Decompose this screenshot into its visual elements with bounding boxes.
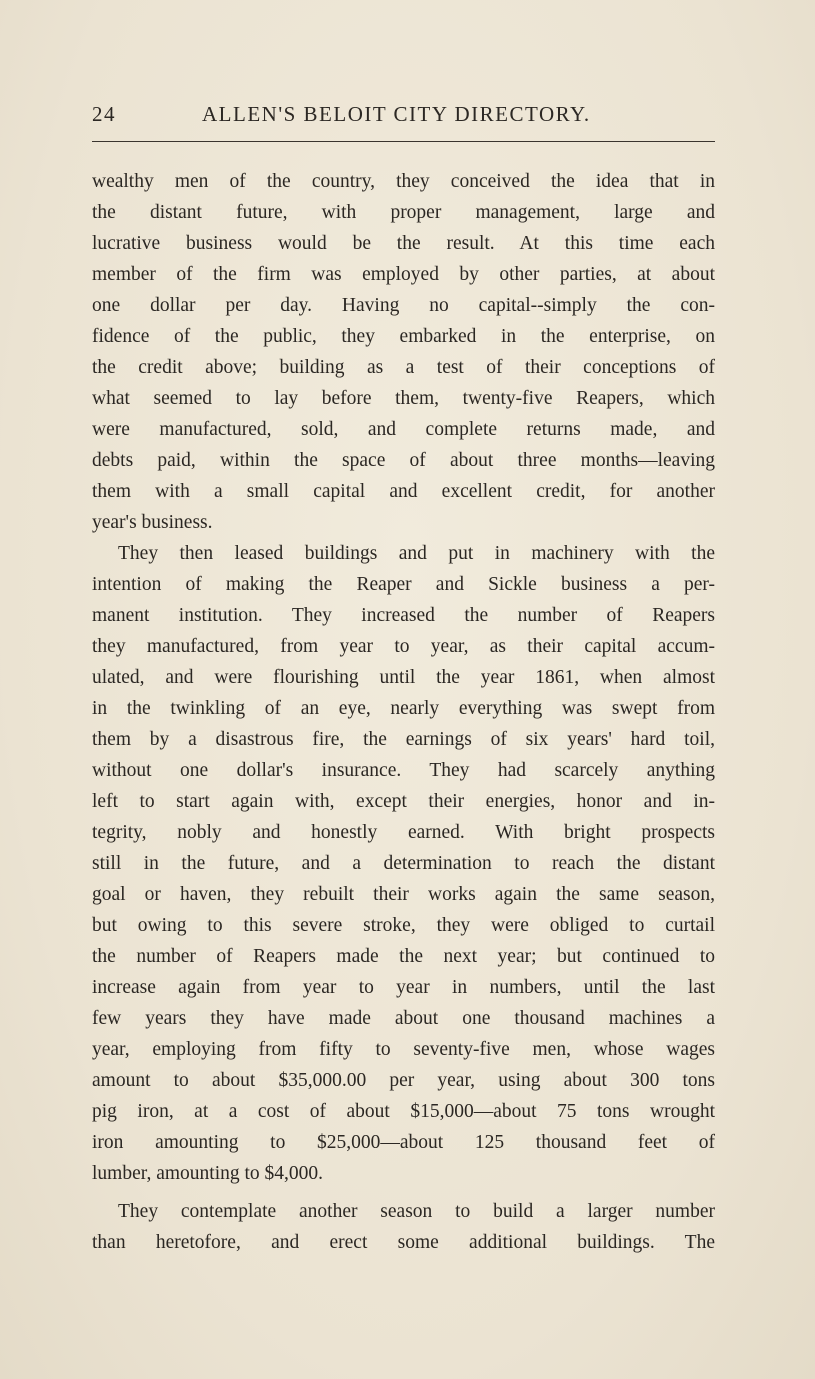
text-line: the number of Reapers made the next year; but continued to bbox=[92, 946, 715, 967]
text-line: They contemplate another season to build a larger number bbox=[118, 1201, 715, 1222]
text-line: debts paid, within the space of about three months—leaving bbox=[92, 450, 715, 471]
header-rule bbox=[92, 141, 715, 142]
text-line: ulated, and were flourishing until the year 1861, when almost bbox=[92, 667, 715, 688]
text-line: still in the future, and a determination to reach the distant bbox=[92, 853, 715, 874]
text-line: amount to about $35,000.00 per year, using about 300 tons bbox=[92, 1070, 715, 1091]
text-line: intention of making the Reaper and Sickle business a per- bbox=[92, 574, 715, 595]
text-line: fidence of the public, they embarked in the enterprise, on bbox=[92, 326, 715, 347]
text-line: them with a small capital and excellent credit, for another bbox=[92, 481, 715, 502]
text-line: tegrity, nobly and honestly earned. With bright prospects bbox=[92, 822, 715, 843]
text-line: than heretofore, and erect some additional buildings. The bbox=[92, 1232, 715, 1253]
text-line: in the twinkling of an eye, nearly everything was swept from bbox=[92, 698, 715, 719]
text-line: what seemed to lay before them, twenty-five Reapers, which bbox=[92, 388, 715, 409]
paragraph bbox=[92, 166, 715, 538]
text-line: manent institution. They increased the number of Reapers bbox=[92, 605, 715, 626]
text-line: the distant future, with proper management, large and bbox=[92, 202, 715, 223]
paragraph-gap bbox=[92, 1189, 715, 1196]
text-line: year's business. bbox=[92, 512, 213, 533]
text-line: increase again from year to year in numbers, until the last bbox=[92, 977, 715, 998]
text-line: member of the firm was employed by other parties, at about bbox=[92, 264, 715, 285]
text-line: were manufactured, sold, and complete returns made, and bbox=[92, 419, 715, 440]
text-line: they manufactured, from year to year, as their capital accum- bbox=[92, 636, 715, 657]
text-line: one dollar per day. Having no capital--simply the con- bbox=[92, 295, 715, 316]
text-line: pig iron, at a cost of about $15,000—about 75 tons wrought bbox=[92, 1101, 715, 1122]
text-line: few years they have made about one thousand machines a bbox=[92, 1008, 715, 1029]
paragraph bbox=[92, 538, 715, 1189]
text-line: goal or haven, they rebuilt their works again the same season, bbox=[92, 884, 715, 905]
text-line: They then leased buildings and put in machinery with the bbox=[118, 543, 715, 564]
page-header bbox=[92, 102, 715, 132]
text-line: wealthy men of the country, they conceived the idea that in bbox=[92, 171, 715, 192]
body-text bbox=[92, 166, 715, 1258]
text-line: year, employing from fifty to seventy-five men, whose wages bbox=[92, 1039, 715, 1060]
page-number: 24 bbox=[92, 102, 116, 126]
running-head: ALLEN'S BELOIT CITY DIRECTORY. bbox=[202, 102, 591, 126]
text-line: the credit above; building as a test of their conceptions of bbox=[92, 357, 715, 378]
text-line: iron amounting to $25,000—about 125 thousand feet of bbox=[92, 1132, 715, 1153]
paragraph bbox=[92, 1196, 715, 1258]
text-line: without one dollar's insurance. They had scarcely anything bbox=[92, 760, 715, 781]
text-line: left to start again with, except their energies, honor and in- bbox=[92, 791, 715, 812]
text-line: lucrative business would be the result. At this time each bbox=[92, 233, 715, 254]
text-line: them by a disastrous fire, the earnings of six years' hard toil, bbox=[92, 729, 715, 750]
text-line: but owing to this severe stroke, they were obliged to curtail bbox=[92, 915, 715, 936]
text-line: lumber, amounting to $4,000. bbox=[92, 1163, 324, 1184]
